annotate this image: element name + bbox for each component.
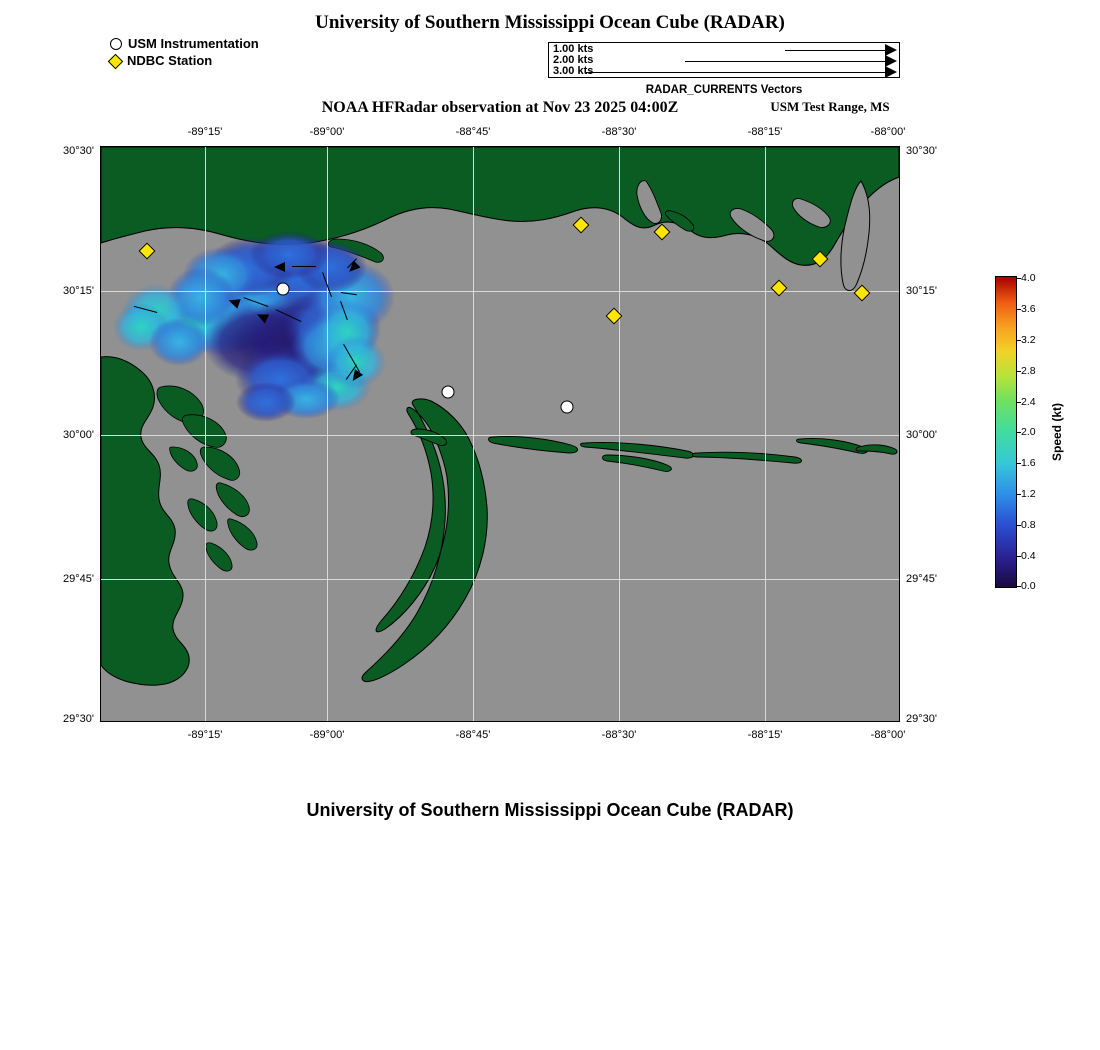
legend-item-usm bbox=[110, 36, 259, 52]
lon-tick-top-4: -88°15' bbox=[747, 126, 783, 138]
vector-key-arrow-3 bbox=[885, 66, 897, 78]
legend-item-usm-label: USM Instrumentation bbox=[128, 36, 259, 51]
site-label: USM Test Range, MS bbox=[770, 99, 890, 114]
graticule-lat-30-00 bbox=[101, 435, 899, 436]
colorbar-tick-5: 2.0 bbox=[1021, 426, 1036, 438]
colorbar-tick-7: 1.2 bbox=[1021, 488, 1036, 500]
diamond-marker-icon bbox=[108, 53, 124, 69]
graticule-lon-88-15 bbox=[765, 147, 766, 721]
colorbar-tick-0: 4.0 bbox=[1021, 272, 1036, 284]
vector-key-line-3 bbox=[585, 72, 885, 73]
vector-key-label-2: 2.00 kts bbox=[553, 54, 594, 66]
graticule-lon-89-15 bbox=[205, 147, 206, 721]
usm-station-marker[interactable] bbox=[277, 283, 290, 296]
lon-tick-bottom-1: -89°00' bbox=[309, 729, 345, 741]
vector-scale-key bbox=[548, 42, 900, 78]
lon-tick-bottom-2: -88°45' bbox=[455, 729, 491, 741]
graticule-lon-89-00 bbox=[327, 147, 328, 721]
vector-key-caption: RADAR_CURRENTS Vectors bbox=[645, 84, 803, 96]
page-title: University of Southern Mississippi Ocean Cube (RADAR) bbox=[315, 12, 785, 33]
lon-tick-bottom-3: -88°30' bbox=[601, 729, 637, 741]
colorbar-gradient bbox=[995, 276, 1017, 588]
colorbar-tick-3: 2.8 bbox=[1021, 365, 1036, 377]
current-vector bbox=[292, 266, 316, 267]
observation-title: NOAA HFRadar observation at Nov 23 2025 04:00Z bbox=[321, 99, 679, 116]
map-geography bbox=[101, 147, 899, 721]
map-legend bbox=[110, 36, 259, 70]
lon-tick-bottom-4: -88°15' bbox=[747, 729, 783, 741]
colorbar-tick-4: 2.4 bbox=[1021, 396, 1036, 408]
colorbar-axis-label: Speed (kt) bbox=[1050, 402, 1064, 462]
vector-key-row-3 bbox=[549, 66, 901, 78]
lon-tick-bottom-5: -88°00' bbox=[870, 729, 906, 741]
colorbar-tick-8: 0.8 bbox=[1021, 519, 1036, 531]
usm-station-marker[interactable] bbox=[442, 386, 455, 399]
colorbar-tick-6: 1.6 bbox=[1021, 457, 1036, 469]
lon-tick-top-2: -88°45' bbox=[455, 126, 491, 138]
lon-tick-top-0: -89°15' bbox=[187, 126, 223, 138]
usm-station-marker[interactable] bbox=[561, 401, 574, 414]
lon-tick-top-1: -89°00' bbox=[309, 126, 345, 138]
lon-tick-top-3: -88°30' bbox=[601, 126, 637, 138]
colorbar-tick-2: 3.2 bbox=[1021, 334, 1036, 346]
vector-key-label-1: 1.00 kts bbox=[553, 43, 594, 55]
vector-key-line-2 bbox=[685, 61, 885, 62]
vector-key-line-1 bbox=[785, 50, 885, 51]
legend-item-ndbc bbox=[110, 53, 259, 69]
vector-key-label-3: 3.00 kts bbox=[553, 65, 594, 77]
legend-item-ndbc-label: NDBC Station bbox=[127, 53, 213, 68]
colorbar-tick-10: 0.0 bbox=[1021, 580, 1036, 592]
footer-title: University of Southern Mississippi Ocean Cube (RADAR) bbox=[306, 800, 794, 820]
graticule-lon-88-30 bbox=[619, 147, 620, 721]
colorbar-tick-9: 0.4 bbox=[1021, 550, 1036, 562]
current-vector-arrow bbox=[274, 262, 285, 272]
map-canvas[interactable] bbox=[100, 146, 900, 722]
graticule-lon-88-45 bbox=[473, 147, 474, 721]
lon-tick-bottom-0: -89°15' bbox=[187, 729, 223, 741]
colorbar-tick-1: 3.6 bbox=[1021, 303, 1036, 315]
lon-tick-top-5: -88°00' bbox=[870, 126, 906, 138]
circle-marker-icon bbox=[110, 38, 122, 50]
graticule-lat-29-45 bbox=[101, 579, 899, 580]
